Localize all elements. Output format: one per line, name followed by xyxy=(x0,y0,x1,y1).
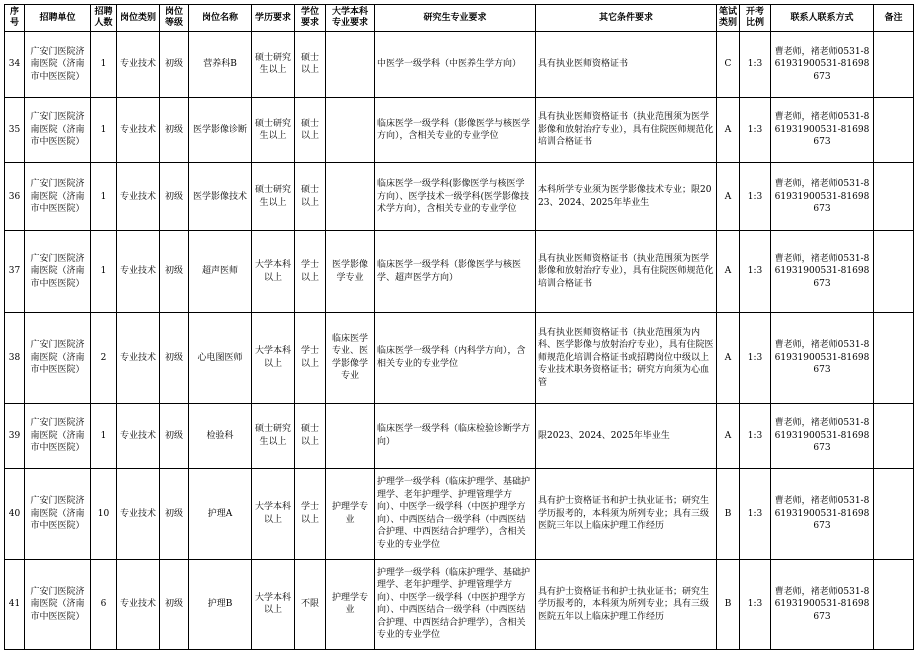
cell-ug-major: 护理学专业 xyxy=(326,469,375,559)
cell-category: 专业技术 xyxy=(117,313,160,403)
cell-ratio: 1:3 xyxy=(740,469,771,559)
cell-level: 初级 xyxy=(160,32,189,98)
cell-ug-major: 医学影像学专业 xyxy=(326,231,375,313)
cell-note xyxy=(874,559,914,649)
cell-category: 专业技术 xyxy=(117,559,160,649)
header-pg-major: 研究生专业要求 xyxy=(375,5,536,32)
cell-level: 初级 xyxy=(160,163,189,231)
cell-degree: 硕士以上 xyxy=(295,403,326,469)
table-row xyxy=(5,469,914,559)
table-row xyxy=(5,403,914,469)
cell-contact: 曹老师，褚老师0531-861931900531-81698673 xyxy=(771,32,874,98)
cell-count: 2 xyxy=(91,313,117,403)
table-row xyxy=(5,97,914,163)
cell-level: 初级 xyxy=(160,469,189,559)
cell-degree: 硕士以上 xyxy=(295,163,326,231)
cell-note xyxy=(874,403,914,469)
cell-edu: 硕士研究生以上 xyxy=(252,163,295,231)
cell-post: 护理B xyxy=(189,559,252,649)
cell-exam: B xyxy=(717,469,740,559)
cell-note xyxy=(874,32,914,98)
cell-unit: 广安门医院济南医院（济南市中医医院） xyxy=(25,32,91,98)
cell-ug-major: 临床医学专业、医学影像学专业 xyxy=(326,313,375,403)
cell-pg-major: 临床医学一级学科（影像医学与核医学方向），含相关专业的专业学位 xyxy=(375,97,536,163)
cell-count: 1 xyxy=(91,231,117,313)
cell-count: 1 xyxy=(91,32,117,98)
cell-note xyxy=(874,163,914,231)
cell-degree: 学士以上 xyxy=(295,231,326,313)
cell-note xyxy=(874,231,914,313)
cell-unit: 广安门医院济南医院（济南市中医医院） xyxy=(25,313,91,403)
cell-degree: 不限 xyxy=(295,559,326,649)
cell-pg-major: 临床医学一级学科（临床检验诊断学方向） xyxy=(375,403,536,469)
cell-category: 专业技术 xyxy=(117,32,160,98)
cell-edu: 硕士研究生以上 xyxy=(252,32,295,98)
cell-contact: 曹老师，褚老师0531-861931900531-81698673 xyxy=(771,163,874,231)
cell-ug-major xyxy=(326,163,375,231)
cell-category: 专业技术 xyxy=(117,231,160,313)
cell-unit: 广安门医院济南医院（济南市中医医院） xyxy=(25,469,91,559)
header-no: 序号 xyxy=(5,5,25,32)
header-category: 岗位类别 xyxy=(117,5,160,32)
cell-other: 本科所学专业须为医学影像技术专业；限2023、2024、2025年毕业生 xyxy=(536,163,717,231)
cell-pg-major: 中医学一级学科（中医养生学方向） xyxy=(375,32,536,98)
cell-note xyxy=(874,313,914,403)
cell-level: 初级 xyxy=(160,403,189,469)
cell-post: 营养科B xyxy=(189,32,252,98)
cell-count: 1 xyxy=(91,403,117,469)
cell-count: 6 xyxy=(91,559,117,649)
cell-post: 医学影像诊断 xyxy=(189,97,252,163)
cell-ratio: 1:3 xyxy=(740,163,771,231)
cell-edu: 大学本科以上 xyxy=(252,231,295,313)
recruitment-table xyxy=(4,4,914,650)
cell-contact: 曹老师，褚老师0531-861931900531-81698673 xyxy=(771,403,874,469)
cell-edu: 大学本科以上 xyxy=(252,559,295,649)
cell-post: 护理A xyxy=(189,469,252,559)
cell-edu: 大学本科以上 xyxy=(252,469,295,559)
cell-ratio: 1:3 xyxy=(740,97,771,163)
cell-pg-major: 临床医学一级学科(影像医学与核医学方向）、医学技术一级学科(医学影像技术学方向），含相关专业的专业学位 xyxy=(375,163,536,231)
cell-post: 医学影像技术 xyxy=(189,163,252,231)
cell-other: 具有护士资格证书和护士执业证书；研究生学历报考的，本科须为所列专业；具有三级医院三年以上临床护理工作经历 xyxy=(536,469,717,559)
cell-no: 37 xyxy=(5,231,25,313)
cell-level: 初级 xyxy=(160,313,189,403)
cell-category: 专业技术 xyxy=(117,403,160,469)
cell-exam: B xyxy=(717,559,740,649)
cell-level: 初级 xyxy=(160,559,189,649)
cell-count: 1 xyxy=(91,97,117,163)
cell-exam: C xyxy=(717,32,740,98)
cell-ratio: 1:3 xyxy=(740,231,771,313)
cell-other: 具有执业医师资格证书 xyxy=(536,32,717,98)
cell-edu: 硕士研究生以上 xyxy=(252,403,295,469)
cell-no: 35 xyxy=(5,97,25,163)
cell-ratio: 1:3 xyxy=(740,559,771,649)
cell-post: 心电图医师 xyxy=(189,313,252,403)
cell-contact: 曹老师，褚老师0531-861931900531-81698673 xyxy=(771,97,874,163)
cell-note xyxy=(874,469,914,559)
cell-other: 具有执业医师资格证书（执业范围须为内科、医学影像与放射治疗专业），具有住院医师规范化培训合格证书或招聘岗位中级以上专业技术职务资格证书；研究方向须为心血管 xyxy=(536,313,717,403)
header-contact: 联系人联系方式 xyxy=(771,5,874,32)
cell-degree: 硕士以上 xyxy=(295,32,326,98)
cell-contact: 曹老师，褚老师0531-861931900531-81698673 xyxy=(771,231,874,313)
cell-ug-major xyxy=(326,32,375,98)
cell-pg-major: 护理学一级学科（临床护理学、基础护理学、老年护理学、护理管理学方向）、中医学一级学科（中医护理学方向）、中西医结合一级学科（中西医结合护理、中西医结合护理学），含相关专业的专业学位 xyxy=(375,559,536,649)
cell-unit: 广安门医院济南医院（济南市中医医院） xyxy=(25,403,91,469)
cell-no: 40 xyxy=(5,469,25,559)
cell-degree: 学士以上 xyxy=(295,313,326,403)
cell-unit: 广安门医院济南医院（济南市中医医院） xyxy=(25,231,91,313)
cell-edu: 硕士研究生以上 xyxy=(252,97,295,163)
cell-unit: 广安门医院济南医院（济南市中医医院） xyxy=(25,559,91,649)
cell-ratio: 1:3 xyxy=(740,32,771,98)
cell-edu: 大学本科以上 xyxy=(252,313,295,403)
cell-note xyxy=(874,97,914,163)
cell-ratio: 1:3 xyxy=(740,403,771,469)
cell-count: 10 xyxy=(91,469,117,559)
header-exam: 笔试类别 xyxy=(717,5,740,32)
cell-no: 36 xyxy=(5,163,25,231)
table-row xyxy=(5,163,914,231)
cell-unit: 广安门医院济南医院（济南市中医医院） xyxy=(25,163,91,231)
cell-count: 1 xyxy=(91,163,117,231)
cell-exam: A xyxy=(717,163,740,231)
cell-no: 38 xyxy=(5,313,25,403)
header-edu: 学历要求 xyxy=(252,5,295,32)
header-level: 岗位等级 xyxy=(160,5,189,32)
cell-contact: 曹老师，褚老师0531-861931900531-81698673 xyxy=(771,313,874,403)
header-post: 岗位名称 xyxy=(189,5,252,32)
cell-level: 初级 xyxy=(160,231,189,313)
header-note: 备注 xyxy=(874,5,914,32)
cell-degree: 硕士以上 xyxy=(295,97,326,163)
cell-no: 41 xyxy=(5,559,25,649)
cell-category: 专业技术 xyxy=(117,97,160,163)
cell-exam: A xyxy=(717,313,740,403)
cell-category: 专业技术 xyxy=(117,469,160,559)
header-unit: 招聘单位 xyxy=(25,5,91,32)
cell-other: 具有执业医师资格证书（执业范围须为医学影像和放射治疗专业），具有住院医师规范化培训合格证书 xyxy=(536,97,717,163)
cell-no: 34 xyxy=(5,32,25,98)
header-ug-major: 大学本科专业要求 xyxy=(326,5,375,32)
table-row xyxy=(5,313,914,403)
table-row xyxy=(5,231,914,313)
cell-exam: A xyxy=(717,403,740,469)
cell-no: 39 xyxy=(5,403,25,469)
cell-level: 初级 xyxy=(160,97,189,163)
cell-other: 具有执业医师资格证书（执业范围须为医学影像和放射治疗专业），具有住院医师规范化培训合格证书 xyxy=(536,231,717,313)
header-other: 其它条件要求 xyxy=(536,5,717,32)
header-count: 招聘人数 xyxy=(91,5,117,32)
cell-post: 检验科 xyxy=(189,403,252,469)
cell-ug-major xyxy=(326,97,375,163)
cell-ug-major: 护理学专业 xyxy=(326,559,375,649)
cell-post: 超声医师 xyxy=(189,231,252,313)
cell-unit: 广安门医院济南医院（济南市中医医院） xyxy=(25,97,91,163)
cell-pg-major: 临床医学一级学科（内科学方向），含相关专业的专业学位 xyxy=(375,313,536,403)
table-row xyxy=(5,32,914,98)
cell-other: 限2023、2024、2025年毕业生 xyxy=(536,403,717,469)
header-ratio: 开考比例 xyxy=(740,5,771,32)
cell-contact: 曹老师，褚老师0531-861931900531-81698673 xyxy=(771,469,874,559)
cell-ug-major xyxy=(326,403,375,469)
table-row xyxy=(5,559,914,649)
cell-category: 专业技术 xyxy=(117,163,160,231)
cell-exam: A xyxy=(717,97,740,163)
cell-degree: 学士以上 xyxy=(295,469,326,559)
cell-other: 具有护士资格证书和护士执业证书；研究生学历报考的，本科须为所列专业；具有三级医院五年以上临床护理工作经历 xyxy=(536,559,717,649)
cell-pg-major: 护理学一级学科（临床护理学、基础护理学、老年护理学、护理管理学方向）、中医学一级学科（中医护理学方向）、中西医结合一级学科（中西医结合护理、中西医结合护理学），含相关专业的专业学位 xyxy=(375,469,536,559)
header-degree: 学位要求 xyxy=(295,5,326,32)
header-row xyxy=(5,5,914,32)
cell-exam: A xyxy=(717,231,740,313)
cell-pg-major: 临床医学一级学科（影像医学与核医学、超声医学方向） xyxy=(375,231,536,313)
cell-contact: 曹老师，褚老师0531-861931900531-81698673 xyxy=(771,559,874,649)
cell-ratio: 1:3 xyxy=(740,313,771,403)
